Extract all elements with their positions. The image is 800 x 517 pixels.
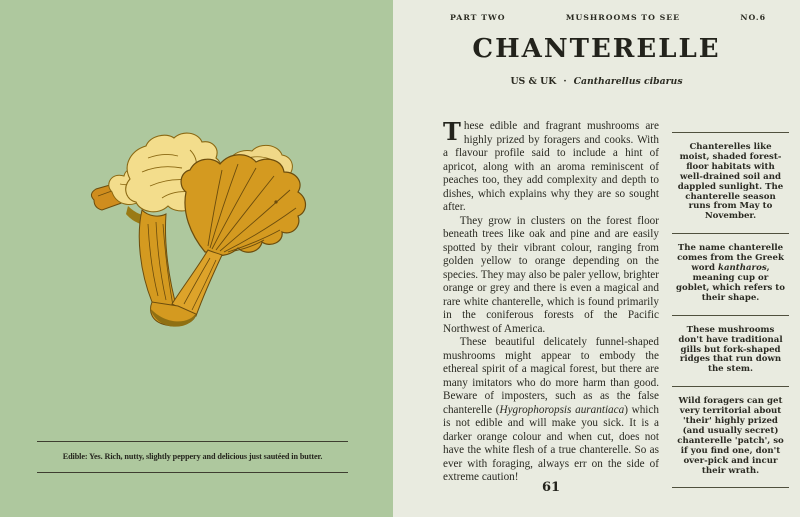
right-stem [172, 250, 222, 316]
subtitle [393, 76, 800, 87]
margin-note-habitat [672, 132, 789, 233]
note-text: These mushrooms don't have traditional gills but fork-shaped ridges that run down the stem. [678, 324, 783, 375]
page-content [443, 117, 789, 488]
latin-name: Hygrophoropsis aurantiaca [499, 403, 625, 416]
subtitle-separator: · [563, 76, 567, 87]
subtitle-region: US & UK [510, 76, 557, 87]
edibility-caption [37, 441, 348, 473]
margin-note-gills [672, 315, 789, 387]
margin-note-foragers [672, 386, 789, 488]
page-title: CHANTERELLE [472, 34, 721, 64]
body-text [443, 117, 659, 488]
left-page [0, 0, 393, 517]
running-head-section: MUSHROOMS TO SEE [565, 13, 681, 22]
greek-word: kantharos [718, 263, 767, 274]
left-stem [139, 210, 178, 312]
margin-note-etymology [672, 233, 789, 314]
edibility-caption-text: Edible: Yes. Rich, nutty, slightly peppery and delicious just sautéed in butter. [62, 452, 323, 461]
subtitle-species: Cantharellus cibarus [573, 76, 683, 87]
paragraph: They grow in clusters on the forest floor beneath trees like oak and pine and are easily spotted by their vibrant colour, ranging from golden yellow to orange depending on the species. They may also be paler yellow, brighter orange or grey and there is even a magical and rare white chanterelle, which is found primarily in the coniferous forests of the Pacific Northwest of America. [443, 214, 659, 335]
running-head-number: NO.6 [740, 13, 766, 22]
paragraph-text: ) which is not edible and will make you sick. It is a darker orange colour and when cut, does not have the white flesh of a true chanterelle. So as ever with foraging, always err on the side of extreme caution! [443, 403, 659, 483]
paragraph-text: hese edible and fragrant mushrooms are highly prized by foragers and cooks. With a flavour profile said to include a hint of apricot, along with an aroma reminiscent of peaches too, they add complexity and depth to dishes, which explains why they are so sought after. [443, 120, 659, 213]
note-text: The name chanterelle comes from the Greek word [677, 243, 784, 274]
note-text: Chanterelles like moist, shaded forest-floor habitats with well-drained soil and dappled sunlight. The chanterelle season runs from May to November. [677, 142, 784, 222]
running-head [450, 13, 766, 22]
paragraph [443, 336, 659, 485]
page-number: 61 [541, 480, 561, 495]
paragraph-text: These beautiful delicately funnel-shaped mushrooms might appear to embody the ethereal spirit of a magical forest, but there are many imitators who do more harm than good. Beware of imposters, such as as the false chanterelle ( [443, 336, 659, 416]
drop-cap: T [443, 117, 461, 146]
note-text: , meaning cup or goblet, which refers to their shape. [675, 263, 786, 303]
right-page [393, 0, 800, 517]
note-text: Wild foragers can get very territorial about 'their' highly prized (and usually secret) chanterelle 'patch', so if you find one, don't over-pick and incur their wrath. [677, 396, 784, 476]
margin-notes [672, 132, 789, 488]
paragraph [443, 117, 659, 215]
running-head-part: PART TWO [450, 13, 506, 22]
chanterelle-illustration [70, 123, 320, 335]
